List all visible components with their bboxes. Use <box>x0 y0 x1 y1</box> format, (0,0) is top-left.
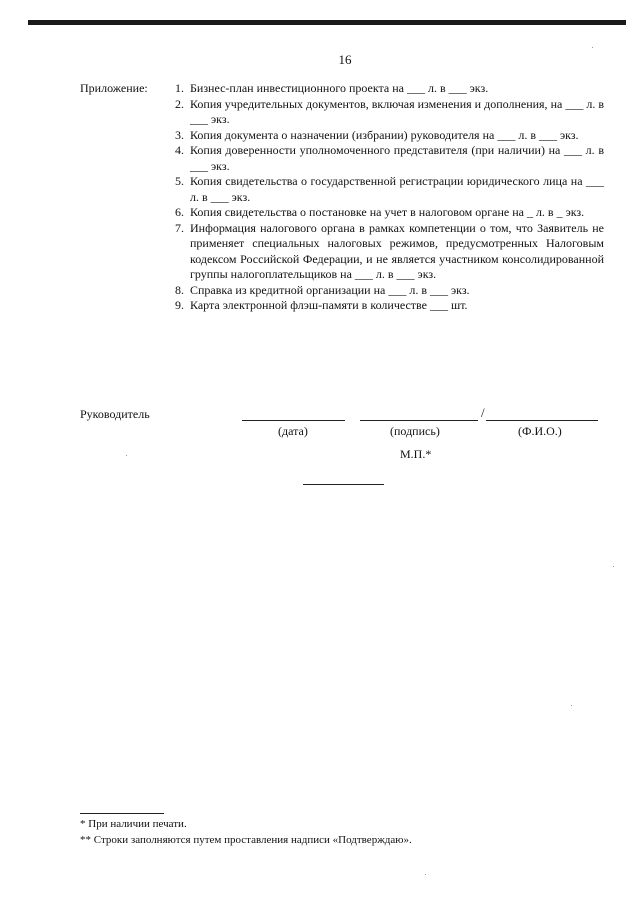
head-signatory-label: Руководитель <box>80 407 150 421</box>
appendix-item-number: 2. <box>175 96 184 111</box>
appendix-item <box>164 283 604 299</box>
stamp-place-mark: М.П.* <box>400 447 432 461</box>
page-number: 16 <box>338 52 352 67</box>
appendix-item-text: Копия свидетельства о государственной регистрации юридического лица на ___ л. в ___ экз. <box>190 174 604 204</box>
signature-blank-line <box>360 420 478 421</box>
scan-speck <box>425 874 426 875</box>
appendix-list <box>164 81 604 314</box>
footnote-stamp: * При наличии печати. <box>80 818 187 830</box>
appendix-item <box>164 143 604 174</box>
scan-speck <box>571 705 572 706</box>
name-blank-line <box>486 420 598 421</box>
appendix-item-number: 7. <box>175 220 184 235</box>
scan-speck <box>613 566 614 567</box>
appendix-item-text: Бизнес-план инвестиционного проекта на ___ л. в ___ экз. <box>190 81 489 95</box>
appendix-item <box>164 81 604 97</box>
appendix-item-number: 4. <box>175 143 184 157</box>
appendix-item-text: Информация налогового органа в рамках компетенции о том, что Заявитель не применяет специальных налоговых режимов, предусмотренных Налоговым кодексом Российской Федерации, и не является участником консолидированной группы налогоплательщиков на ___ л. в ___ экз. <box>190 220 604 281</box>
appendix-item-number: 6. <box>175 205 184 219</box>
appendix-item-text: Справка из кредитной организации на ___ л. в ___ экз. <box>190 282 470 297</box>
appendix-item <box>164 221 604 283</box>
top-border-rule <box>28 20 626 25</box>
appendix-item-text: Копия документа о назначении (избрании) руководителя на ___ л. в ___ экз. <box>190 127 579 142</box>
appendix-item <box>164 298 604 314</box>
signature-separator: / <box>481 405 485 420</box>
appendix-item-number: 9. <box>175 298 184 312</box>
appendix-item <box>164 97 604 128</box>
scan-speck <box>592 47 593 48</box>
signature-caption: (подпись) <box>390 424 440 438</box>
footnote-separator-rule <box>80 813 164 814</box>
appendix-item-text: Копия учредительных документов, включая изменения и дополнения, на ___ л. в ___ экз. <box>190 96 604 126</box>
appendix-item <box>164 205 604 221</box>
section-divider-rule <box>303 484 384 485</box>
appendix-item <box>164 174 604 205</box>
appendix-item-number: 1. <box>175 81 184 95</box>
full-name-caption: (Ф.И.О.) <box>518 424 562 438</box>
appendix-item <box>164 128 604 144</box>
appendix-item-text: Карта электронной флэш-памяти в количестве ___ шт. <box>190 298 468 312</box>
appendix-label: Приложение: <box>80 81 148 95</box>
appendix-item-number: 5. <box>175 174 184 188</box>
appendix-item-text: Копия доверенности уполномоченного представителя (при наличии) на ___ л. в ___ экз. <box>190 143 604 173</box>
date-caption: (дата) <box>278 424 308 438</box>
appendix-item-number: 3. <box>175 127 184 142</box>
scan-speck <box>126 455 127 456</box>
date-blank-line <box>242 420 345 421</box>
appendix-item-text: Копия свидетельства о постановке на учет в налоговом органе на _ л. в _ экз. <box>190 205 585 219</box>
footnote-lines-filled: ** Строки заполняются путем проставления надписи «Подтверждаю». <box>80 834 412 846</box>
appendix-item-number: 8. <box>175 282 184 297</box>
